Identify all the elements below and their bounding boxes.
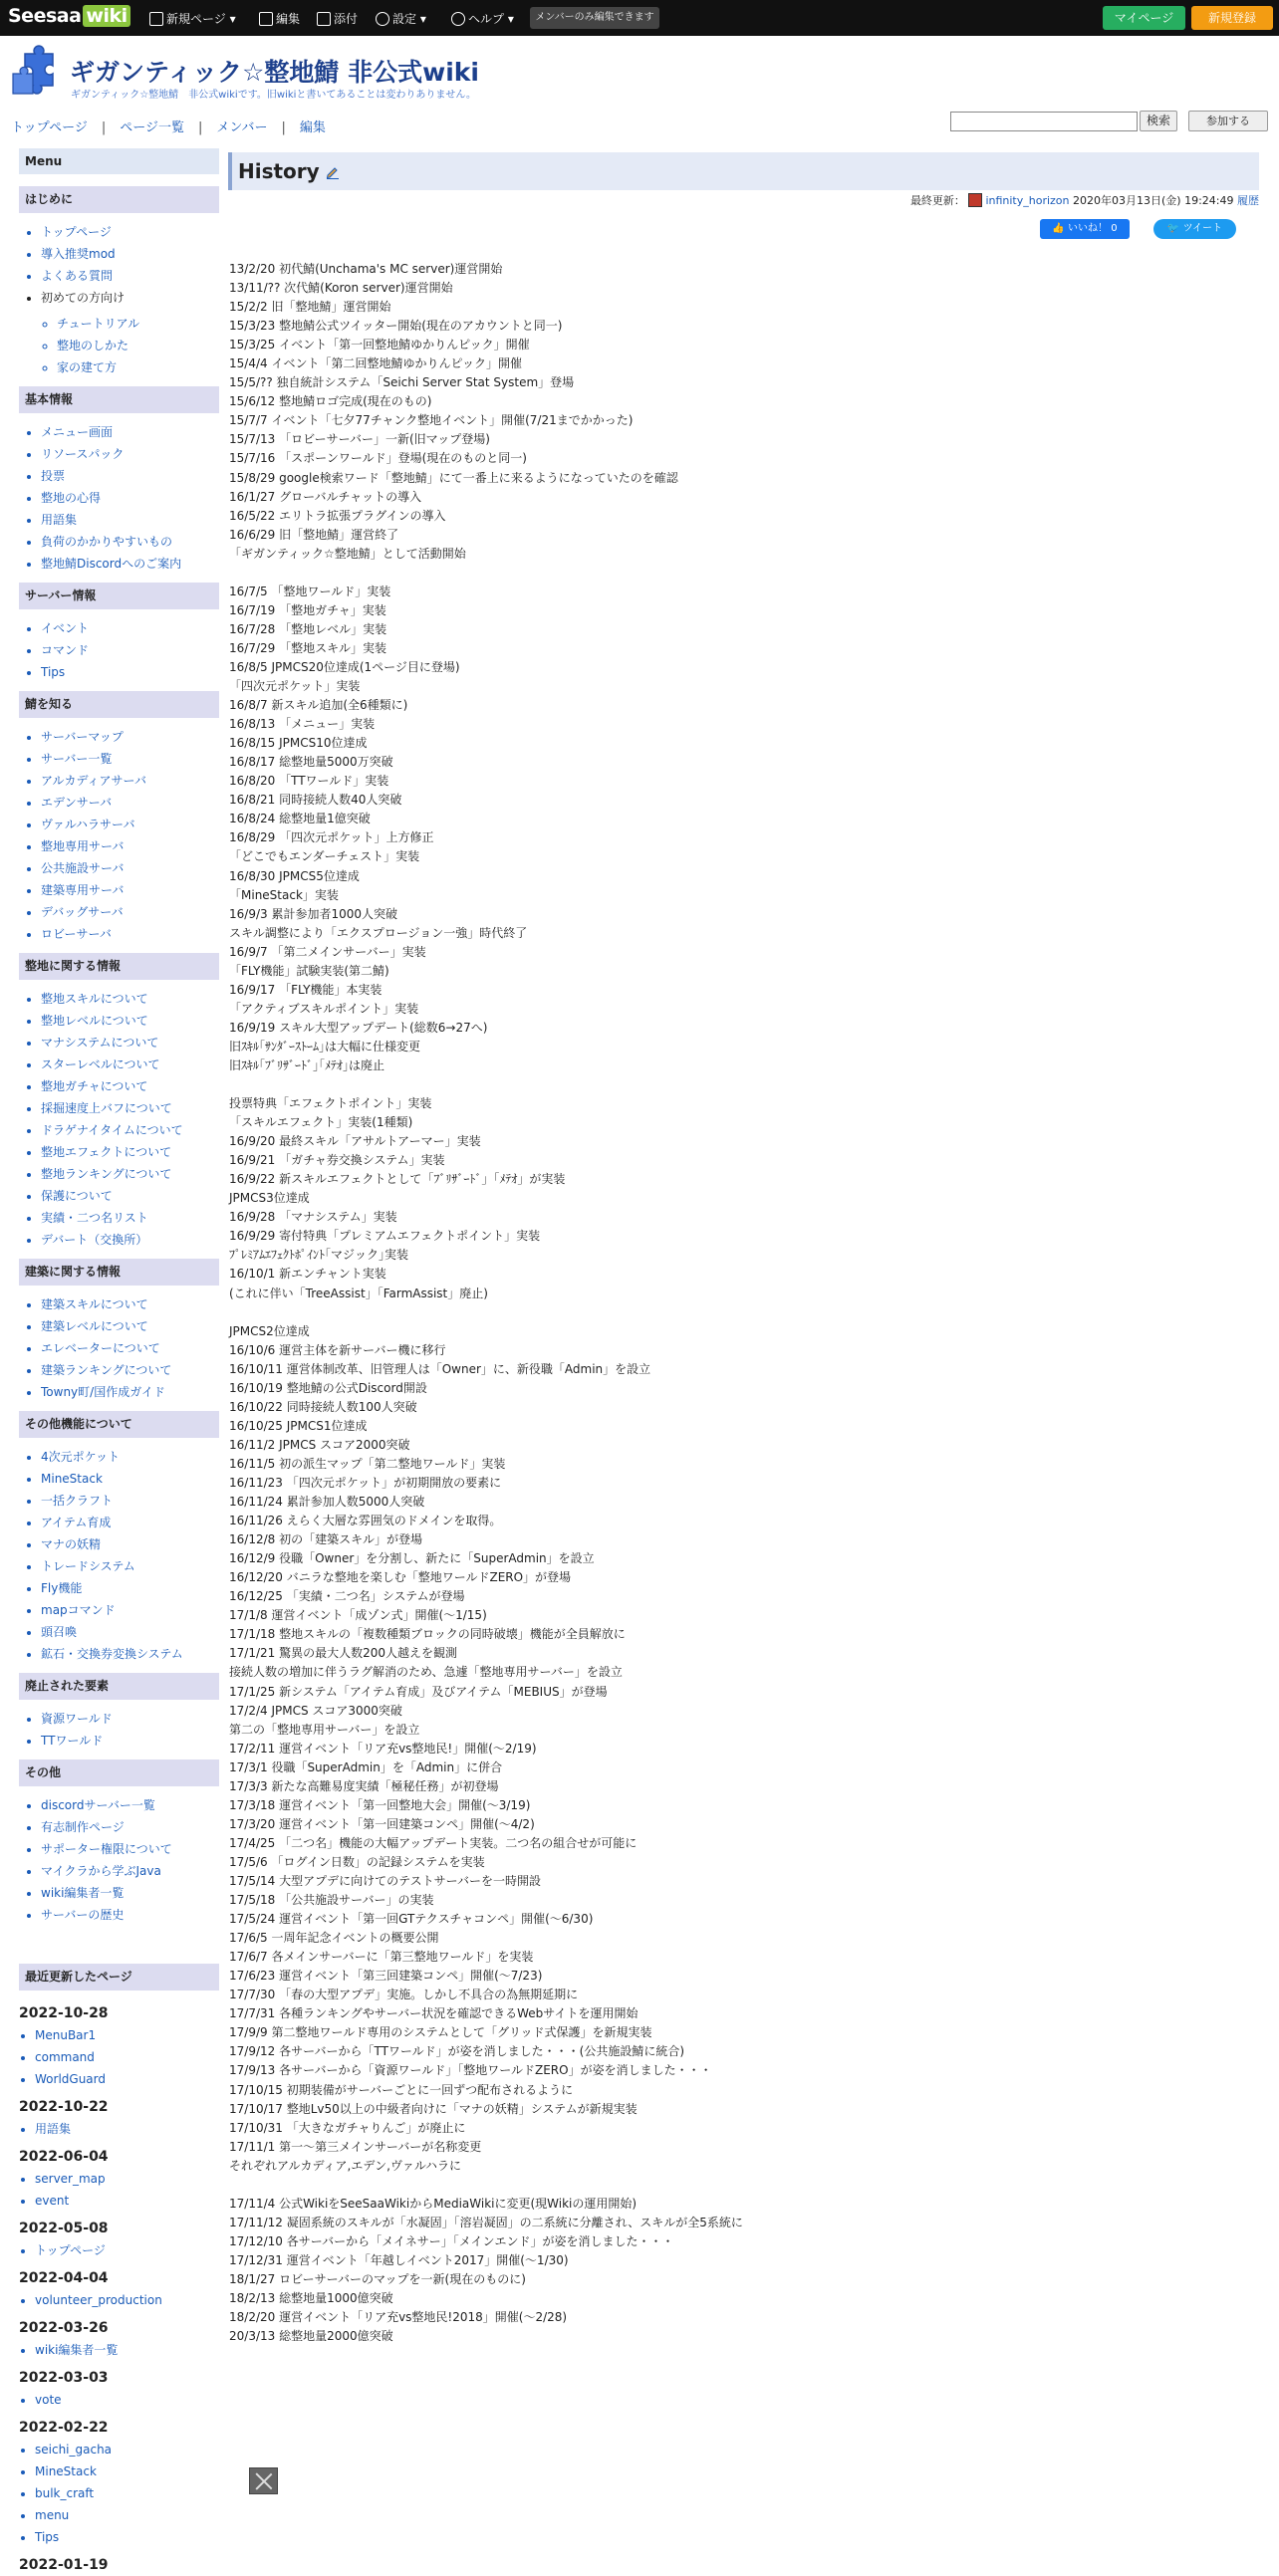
recent-date: 2022-06-04 (19, 2149, 109, 2165)
history-line: 16/12/25 「実績・二つ名」システムが登場 (229, 1589, 465, 1604)
recent-date: 2022-01-19 (19, 2557, 109, 2573)
history-line: 15/7/16 「スポーンワールド」登場(現在のものと同一) (229, 451, 527, 466)
history-line: 15/6/12 整地鯖ロゴ完成(現在のもの) (229, 394, 432, 409)
history-line: 16/11/23 「四次元ポケット」が初期開放の要素に (229, 1476, 502, 1490)
history-line: 17/10/31 「大きなガチャりんご」が廃止に (229, 2120, 466, 2135)
history-line: 17/6/5 一周年記念イベントの概要公開 (229, 1931, 439, 1946)
sidebar-list (19, 1446, 219, 1665)
history-line: 17/5/6 「ログイン日数」の記録システムを実装 (229, 1854, 485, 1869)
nav-members[interactable]: メンバー (216, 120, 268, 135)
attach-menu[interactable] (317, 10, 358, 27)
recent-page-link[interactable]: • seichi_gacha (35, 2439, 219, 2460)
history-line: 16/9/3 累計参加者1000人突破 (229, 906, 397, 921)
history-link[interactable]: 履歴 (1237, 194, 1259, 207)
sidebar-item[interactable]: • 公共施設サーバ (41, 857, 219, 879)
sidebar-item[interactable]: • 整地ランキングについて (41, 1163, 219, 1185)
history-line: 20/3/13 総整地量2000億突破 (229, 2329, 393, 2344)
history-line: 16/12/8 初の「建築スキル」が登場 (229, 1532, 422, 1547)
help-label: ヘルプ (468, 12, 505, 26)
members-only-badge: メンバーのみ編集できます (530, 7, 659, 29)
recent-list (19, 2289, 219, 2311)
history-line: 16/11/5 初の派生マップ「第二整地ワールド」実装 (229, 1456, 506, 1471)
history-line: 13/2/20 初代鯖(Unchama's MC server)運営開始 (229, 262, 503, 276)
history-line: 16/9/20 最終スキル「アサルトアーマー」実装 (229, 1134, 481, 1149)
recent-page-link[interactable]: • command (35, 2046, 219, 2068)
last-updated (910, 192, 1259, 208)
recent-page-link[interactable]: • トップページ (35, 2239, 219, 2261)
recent-updates-title: 最近更新したページ (19, 1964, 219, 1991)
sidebar-item[interactable]: • サーバーの歴史 (41, 1904, 219, 1926)
history-line: 16/8/17 総整地量5000万突破 (229, 755, 393, 770)
history-line: 旧ｽｷﾙ｢ﾌﾞﾘｻﾞｰﾄﾞ｣｢ﾒﾃｵ｣は廃止 (229, 1057, 385, 1072)
history-line: 16/6/29 旧「整地鯖」運営終了 (229, 527, 399, 542)
history-line: (これに伴い「TreeAssist」「FarmAssist」廃止) (229, 1286, 488, 1300)
history-line: 第二の「整地専用サーバー」を設立 (229, 1722, 420, 1737)
history-line: それぞれアルカディア,エデン,ヴァルハラに (229, 2158, 461, 2173)
history-line: 16/12/9 役職「Owner」を分割し、新たに「SuperAdmin」を設立 (229, 1551, 595, 1566)
history-line: 15/5/?? 独自統計システム「Seichi Server Stat System」登場 (229, 375, 575, 390)
sidebar-list (19, 1794, 219, 1926)
history-line: 16/8/24 総整地量1億突破 (229, 812, 371, 826)
recent-page-link[interactable]: • server_map (35, 2168, 219, 2190)
sidebar-item[interactable]: • イベント (41, 617, 219, 639)
sidebar-subitem[interactable]: ◦ チュートリアル (57, 313, 219, 335)
history-line: 17/3/3 新たな高難易度実績「極秘任務」が初登場 (229, 1778, 499, 1793)
history-line: 16/10/25 JPMCS1位達成 (229, 1418, 368, 1433)
sidebar-item[interactable]: • 建築ランキングについて (41, 1359, 219, 1381)
twitter-bird-icon: 🐦 (1166, 223, 1180, 234)
settings-label: 設定 (392, 12, 417, 26)
history-line: 16/7/19 「整地ガチャ」実装 (229, 602, 386, 617)
sidebar-list (19, 1293, 219, 1403)
sidebar-item[interactable]: • 整地鯖Discordへのご案内 (41, 553, 219, 575)
history-line: 16/8/20 「TTワールド」実装 (229, 774, 389, 789)
top-bar (0, 0, 1279, 36)
history-line: 16/7/5 「整地ワールド」実装 (229, 584, 391, 598)
history-line: 13/11/?? 次代鯖(Koron server)運営開始 (229, 281, 453, 296)
sidebar-section-title: 整地に関する情報 (19, 953, 219, 980)
sidebar-item[interactable]: • コマンド (41, 639, 219, 661)
history-line: 17/9/12 各サーバーから「TTワールド」が姿を消しました・・・(公共施設鯖に統合) (229, 2044, 685, 2059)
history-line: 17/5/18 「公共施設サーバー」の実装 (229, 1893, 434, 1908)
history-line: 17/3/18 運営イベント「第一回整地大会」開催(～3/19) (229, 1797, 531, 1812)
history-line: スキル調整により「エクスプロージョン一強」時代終了 (229, 925, 528, 940)
history-line: 「アクティブスキルポイント」実装 (229, 1001, 419, 1016)
history-line: 15/3/23 整地鯖公式ツイッター開始(現在のアカウントと同一) (229, 319, 563, 334)
history-line: 15/7/13 「ロビーサーバー」一新(旧マップ登場) (229, 432, 490, 447)
sidebar-item[interactable]: • 採掘速度上バフについて (41, 1097, 219, 1119)
history-line: 旧ｽｷﾙ｢ｻﾝﾀﾞｰｽﾄｰﾑ｣は大幅に仕様変更 (229, 1039, 421, 1054)
sidebar-item[interactable]: • マナの妖精 (41, 1533, 219, 1555)
sidebar-subitem[interactable]: ◦ 家の建て方 (57, 356, 219, 378)
history-line: 「四次元ポケット」実装 (229, 679, 361, 694)
mypage-button[interactable]: マイページ (1103, 6, 1185, 30)
history-line: 16/10/1 新エンチャント実装 (229, 1267, 386, 1282)
last-updated-time: 2020年03月13日(金) 19:24:49 (1073, 194, 1234, 207)
history-line: 17/2/11 運営イベント「リア充vs整地民!」開催(～2/19) (229, 1741, 537, 1756)
recent-list (19, 2168, 219, 2212)
sidebar-item[interactable]: • サーバー一覧 (41, 748, 219, 770)
recent-page-link[interactable]: • event (35, 2190, 219, 2212)
history-line: 17/3/1 役職「SuperAdmin」を「Admin」に併合 (229, 1759, 503, 1774)
history-line: 17/1/18 整地スキルの「複数種類ブロックの同時破壊」機能が全員解放に (229, 1627, 626, 1642)
search-button[interactable]: 検索 (1140, 111, 1177, 131)
edit-icon (259, 12, 273, 26)
history-line: 17/5/24 運営イベント「第一回GTテクスチャコンペ」開催(～6/30) (229, 1912, 594, 1927)
sidebar-section-title: 鯖を知る (19, 691, 219, 718)
sidebar-list (19, 726, 219, 945)
recent-page-link[interactable]: • MineStack (35, 2460, 219, 2482)
sidebar-item[interactable]: • 整地専用サーバ (41, 835, 219, 857)
history-line: ﾌﾟﾚﾐｱﾑｴﾌｪｸﾄﾎﾟｲﾝﾄ｢マジック｣実装 (229, 1248, 409, 1263)
history-line: 16/8/5 JPMCS20位達成(1ページ目に登場) (229, 659, 460, 674)
sidebar-item[interactable]: • 建築専用サーバ (41, 879, 219, 901)
sidebar-item[interactable]: • Fly機能 (41, 1577, 219, 1599)
facebook-like-button[interactable] (1040, 219, 1130, 239)
tweet-label: ツイート (1182, 223, 1223, 234)
recent-date: 2022-03-03 (19, 2370, 109, 2386)
sidebar-item[interactable]: • 整地ガチャについて (41, 1075, 219, 1097)
sidebar-list (19, 221, 219, 309)
sidebar-item[interactable]: • ロビーサーバ (41, 923, 219, 945)
recent-date: 2022-04-04 (19, 2270, 109, 2286)
sidebar-list (19, 617, 219, 683)
history-line: 16/8/15 JPMCS10位達成 (229, 736, 368, 751)
sidebar-item[interactable]: • メニュー画面 (41, 421, 219, 443)
help-menu[interactable]: ヘルプ ▾ (451, 10, 514, 27)
history-line: 15/2/2 旧「整地鯖」運営開始 (229, 300, 391, 315)
sidebar-item: • 初めての方向け (41, 287, 219, 309)
sidebar-item[interactable]: • 頭召喚 (41, 1621, 219, 1643)
nav-separator: | (197, 120, 203, 135)
history-gap (229, 1303, 1255, 1322)
history-line: 16/10/19 整地鯖の公式Discord開設 (229, 1380, 427, 1395)
new-page-label: 新規ページ (166, 12, 226, 26)
sidebar-item[interactable]: • サポーター権限について (41, 1838, 219, 1860)
history-line: 17/1/21 驚異の最大人数200人越えを観測 (229, 1646, 457, 1661)
history-line: 17/4/25 「二つ名」機能の大幅アップデート実装。二つ名の組合せが可能に (229, 1835, 638, 1850)
history-line: 「MineStack」実装 (229, 887, 339, 902)
new-page-menu[interactable]: 新規ページ ▾ (149, 10, 236, 27)
history-line: 投票特典「エフェクトポイント」実装 (229, 1096, 432, 1111)
gear-icon (376, 12, 389, 26)
nav-separator: | (281, 120, 286, 135)
sidebar (19, 148, 219, 2576)
site-description: ギガンティック☆整地鯖 非公式wikiです。旧wikiと書いてあることは変わりありません。 (71, 90, 477, 101)
history-line: 「スキルエフェクト」実装(1種類) (229, 1115, 413, 1130)
history-line: 17/6/23 運営イベント「第三回建築コンペ」開催(～7/23) (229, 1969, 543, 1984)
recent-page-link[interactable]: • wiki編集者一覧 (35, 2339, 219, 2361)
sidebar-item[interactable]: • デバッグサーバ (41, 901, 219, 923)
history-line: 17/6/7 各メインサーバーに「第三整地ワールド」を実装 (229, 1950, 534, 1965)
history-line: 16/11/2 JPMCS スコア2000突破 (229, 1437, 410, 1452)
recent-page-link[interactable]: • WorldGuard (35, 2068, 219, 2090)
history-line: 16/12/20 バニラな整地を楽しむ「整地ワールドZERO」が登場 (229, 1570, 572, 1585)
site-title[interactable]: ギガンティック☆整地鯖 非公式wiki (70, 58, 479, 87)
sidebar-item[interactable]: • エレベーターについて (41, 1337, 219, 1359)
history-line: 16/11/24 累計参加人数5000人突破 (229, 1495, 425, 1510)
page-heading (228, 152, 1259, 190)
history-line: 18/2/20 運営イベント「リア充vs整地民!2018」開催(～2/28) (229, 2310, 568, 2325)
sidebar-item[interactable]: • 負荷のかかりやすいもの (41, 531, 219, 553)
sidebar-item[interactable]: • wiki編集者一覧 (41, 1882, 219, 1904)
history-line: 16/9/19 スキル大型アップデート(総数6→27へ) (229, 1020, 488, 1035)
sidebar-section-title: その他 (19, 1759, 219, 1786)
history-line: 16/9/17 「FLY機能」本実装 (229, 982, 383, 997)
puzzle-logo-icon[interactable] (11, 48, 63, 98)
history-line: 接続人数の増加に伴うラグ解消のため、急遽「整地専用サーバー」を設立 (229, 1665, 623, 1680)
sidebar-item[interactable]: • 建築レベルについて (41, 1315, 219, 1337)
search-input[interactable] (950, 112, 1138, 131)
history-gap (229, 564, 1255, 583)
history-line: 16/8/21 同時接続人数40人突破 (229, 793, 402, 808)
history-line: 16/9/22 新スキルエフェクトとして「ﾌﾞﾘｻﾞｰﾄﾞ」「ﾒﾃｵ」が実装 (229, 1172, 566, 1187)
sidebar-item[interactable]: • アイテム育成 (41, 1512, 219, 1533)
sidebar-item[interactable]: • 資源ワールド (41, 1708, 219, 1730)
recent-date: 2022-05-08 (19, 2221, 109, 2236)
sidebar-section-title: サーバー情報 (19, 583, 219, 609)
recent-date: 2022-03-26 (19, 2320, 109, 2336)
settings-menu[interactable]: 設定 ▾ (376, 10, 426, 27)
sidebar-item[interactable]: • ヴァルハラサーバ (41, 814, 219, 835)
history-line: 17/12/31 運営イベント「年越しイベント2017」開催(～1/30) (229, 2252, 569, 2267)
sidebar-item[interactable]: • トップページ (41, 221, 219, 243)
recent-page-link[interactable]: • bulk_craft (35, 2482, 219, 2504)
thumbs-up-icon: 👍 (1052, 223, 1065, 234)
sidebar-list (19, 1708, 219, 1752)
history-line: JPMCS3位達成 (229, 1191, 310, 1206)
history-line: 17/9/13 各サーバーから「資源ワールド」「整地ワールドZERO」が姿を消しました・・・ (229, 2063, 712, 2078)
history-line: 15/4/4 イベント「第二回整地鯖ゆかりんピック」開催 (229, 356, 522, 371)
sidebar-section-title: その他機能について (19, 1411, 219, 1438)
history-line: 16/9/21 「ガチャ券交換システム」実装 (229, 1153, 445, 1168)
sidebar-item[interactable]: • スターレベルについて (41, 1054, 219, 1075)
history-list (229, 260, 1255, 2346)
main-content (228, 152, 1259, 2344)
history-line: 16/10/22 同時接続人数100人突破 (229, 1399, 417, 1414)
history-line: 17/10/17 整地Lv50以上の中級者向けに「マナの妖精」システムが新規実装 (229, 2101, 638, 2116)
edit-menu[interactable] (259, 10, 300, 27)
history-line: 16/9/29 寄付特典「プレミアムエフェクトポイント」実装 (229, 1229, 541, 1244)
sidebar-item[interactable]: • 建築スキルについて (41, 1293, 219, 1315)
sidebar-section-title: 建築に関する情報 (19, 1259, 219, 1286)
sidebar-item[interactable]: • リソースパック (41, 443, 219, 465)
history-line: 17/11/1 第一～第三メインサーバーが名称変更 (229, 2139, 482, 2154)
last-updated-label: 最終更新： (909, 194, 965, 207)
history-line: JPMCS2位達成 (229, 1323, 310, 1338)
nav-separator: | (101, 120, 107, 135)
tweet-button[interactable] (1153, 219, 1236, 239)
last-updated-user[interactable]: infinity_horizon (985, 194, 1070, 207)
sidebar-subitem[interactable]: ◦ 整地のしかた (57, 335, 219, 356)
sidebar-list (19, 421, 219, 575)
history-line: 15/8/29 google検索ワード「整地鯖」にて一番上に来るようになっていたのを確認 (229, 470, 678, 485)
sidebar-item[interactable]: • discordサーバー一覧 (41, 1794, 219, 1816)
recent-page-link[interactable]: • MenuBar1 (35, 2024, 219, 2046)
sidebar-item[interactable]: • エデンサーバ (41, 792, 219, 814)
recent-updates (19, 2002, 219, 2576)
broken-image-icon (249, 2467, 278, 2494)
sidebar-list (19, 988, 219, 1251)
sidebar-item[interactable]: • Tips (41, 661, 219, 683)
history-line: 15/7/7 イベント「七夕77チャンク整地イベント」開催(7/21までかかった) (229, 413, 634, 428)
sidebar-item[interactable]: • 整地スキルについて (41, 988, 219, 1010)
sidebar-item[interactable]: • 整地エフェクトについて (41, 1141, 219, 1163)
history-line: 「どこでもエンダーチェスト」実装 (229, 849, 420, 864)
sidebar-sublist (41, 313, 219, 378)
history-line: 16/8/13 「メニュー」実装 (229, 717, 376, 732)
history-line: 17/5/14 大型アプデに向けてのテストサーバーを一時開設 (229, 1873, 541, 1888)
history-line: 「FLY機能」試験実装(第二鯖) (229, 963, 389, 978)
nav-edit[interactable]: 編集 (299, 120, 326, 135)
recent-date: 2022-02-22 (19, 2420, 109, 2436)
history-line: 17/1/25 新システム「アイテム育成」及びアイテム「MEBIUS」が登場 (229, 1684, 608, 1699)
history-line: 16/5/22 エリトラ拡張プラグインの導入 (229, 508, 446, 523)
history-line: 17/10/15 初期装備がサーバーごとに一回ずつ配布されるように (229, 2082, 574, 2097)
history-line: 17/9/9 第二整地ワールド専用のシステムとして「グリッド式保護」を新規実装 (229, 2025, 652, 2040)
join-button[interactable]: 参加する (1188, 111, 1268, 131)
help-icon (451, 12, 465, 26)
attach-label: 添付 (334, 12, 359, 26)
new-page-icon (149, 12, 163, 26)
recent-list (19, 2339, 219, 2361)
nav-page-list[interactable]: ページ一覧 (120, 120, 184, 135)
sidebar-item[interactable]: • 有志制作ページ (41, 1816, 219, 1838)
history-line: 16/9/28 「マナシステム」実装 (229, 1210, 397, 1225)
recent-list (19, 2239, 219, 2261)
recent-page-link[interactable]: • vote (35, 2389, 219, 2411)
history-line: 15/3/25 イベント「第一回整地鯖ゆかりんピック」開催 (229, 338, 530, 352)
sidebar-item[interactable]: • 実績・二つ名リスト (41, 1207, 219, 1229)
sidebar-section-title: 廃止された要素 (19, 1673, 219, 1700)
recent-page-link[interactable]: • Tips (35, 2526, 219, 2548)
history-line: 18/1/27 ロビーサーバーのマップを一新(現在のものに) (229, 2271, 526, 2286)
sidebar-item[interactable]: • 4次元ポケット (41, 1446, 219, 1468)
history-line: 17/11/4 公式WikiをSeeSaaWikiからMediaWikiに変更(現Wikiの運用開始) (229, 2196, 638, 2211)
pencil-edit-icon[interactable] (326, 165, 340, 179)
history-gap (229, 2176, 1255, 2195)
history-line: 17/7/30 「春の大型アプデ」実施。しかし不具合の為無期延期に (229, 1988, 579, 2002)
history-line: 16/10/11 運営体制改革、旧管理人は「Owner」に、新役職「Admin」を設立 (229, 1361, 651, 1376)
brand-suffix: wiki (83, 5, 129, 27)
history-line: 17/7/31 各種ランキングやサーバー状況を確認できるWebサイトを運用開始 (229, 2006, 639, 2021)
sidebar-item[interactable]: • 整地レベルについて (41, 1010, 219, 1032)
history-line: 16/1/27 グローバルチャットの導入 (229, 489, 422, 504)
recent-list (19, 2389, 219, 2411)
recent-page-link[interactable]: • 用語集 (35, 2118, 219, 2140)
history-line: 18/2/13 総整地量1000億突破 (229, 2291, 393, 2306)
sidebar-section-title: はじめに (19, 186, 219, 213)
sidebar-section-title: 基本情報 (19, 386, 219, 413)
history-line: 16/11/26 えらく大層な雰囲気のドメインを取得。 (229, 1514, 502, 1528)
sidebar-item[interactable]: • 鉱石・交換券変換システム (41, 1643, 219, 1665)
history-line: 17/11/12 凝固系統のスキルが「水凝固」「溶岩凝固」の二系統に分離され、スキルが全5系統に (229, 2215, 743, 2229)
history-line: 16/9/7 「第二メインサーバー」実装 (229, 944, 426, 959)
history-line: 16/8/29 「四次元ポケット」上方修正 (229, 830, 434, 845)
sidebar-item[interactable]: • 用語集 (41, 509, 219, 531)
sidebar-item[interactable]: • 投票 (41, 465, 219, 487)
edit-label: 編集 (276, 12, 301, 26)
recent-page-link[interactable]: • menu (35, 2504, 219, 2526)
sidebar-item[interactable]: • TTワールド (41, 1730, 219, 1752)
page-title: History (238, 159, 320, 183)
history-line: 17/12/10 各サーバーから「メイネサー」「メインエンド」が姿を消しました・・・ (229, 2233, 674, 2248)
history-line: 16/8/7 新スキル追加(全6種類に) (229, 698, 408, 713)
like-label: いいね！ 0 (1068, 223, 1118, 234)
recent-date: 2022-10-22 (19, 2099, 109, 2115)
sidebar-item[interactable]: • ドラゲナイタイムについて (41, 1119, 219, 1141)
history-gap (229, 1075, 1255, 1094)
nav-top-page[interactable]: トップページ (11, 120, 88, 135)
recent-page-link[interactable]: • volunteer_production (35, 2289, 219, 2311)
sidebar-item[interactable]: • マナシステムについて (41, 1032, 219, 1054)
recent-list (19, 2024, 219, 2090)
site-nav (11, 117, 326, 135)
sidebar-item[interactable]: • アルカディアサーバ (41, 770, 219, 792)
user-avatar (968, 193, 982, 207)
sidebar-item[interactable]: • 導入推奨mod (41, 243, 219, 265)
sidebar-item[interactable]: • MineStack (41, 1468, 219, 1490)
history-line: 17/1/8 運営イベント「成ゾン式」開催(～1/15) (229, 1608, 487, 1623)
sidebar-item[interactable]: • mapコマンド (41, 1599, 219, 1621)
sidebar-item[interactable]: • 一括クラフト (41, 1490, 219, 1512)
brand-name: Seesaa (8, 5, 82, 27)
history-line: 16/10/6 運営主体を新サーバー機に移行 (229, 1342, 446, 1357)
recent-date: 2022-10-28 (19, 2005, 109, 2021)
history-line: 16/7/29 「整地スキル」実装 (229, 640, 386, 655)
sidebar-item[interactable]: • トレードシステム (41, 1555, 219, 1577)
sidebar-item[interactable]: • よくある質問 (41, 265, 219, 287)
sidebar-item[interactable]: • 保護について (41, 1185, 219, 1207)
sidebar-item[interactable]: • デバート（交換所） (41, 1229, 219, 1251)
sidebar-item[interactable]: • マイクラから学ぶJava (41, 1860, 219, 1882)
image-icon (317, 12, 331, 26)
register-button[interactable]: 新規登録 (1191, 6, 1273, 30)
sidebar-item[interactable]: • 整地の心得 (41, 487, 219, 509)
history-line: 17/2/4 JPMCS スコア3000突破 (229, 1703, 402, 1718)
recent-list (19, 2118, 219, 2140)
sidebar-menu-title: Menu (19, 148, 219, 174)
seesaa-wiki-logo[interactable] (8, 5, 130, 27)
recent-list (19, 2439, 219, 2548)
history-line: 「ギガンティック☆整地鯖」として活動開始 (229, 546, 466, 561)
history-line: 17/3/20 運営イベント「第一回建築コンペ」開催(～4/2) (229, 1816, 535, 1831)
sidebar-item[interactable]: • サーバーマップ (41, 726, 219, 748)
sidebar-item[interactable]: • Towny町/国作成ガイド (41, 1381, 219, 1403)
history-line: 16/8/30 JPMCS5位達成 (229, 868, 360, 883)
history-line: 16/7/28 「整地レベル」実装 (229, 621, 387, 636)
